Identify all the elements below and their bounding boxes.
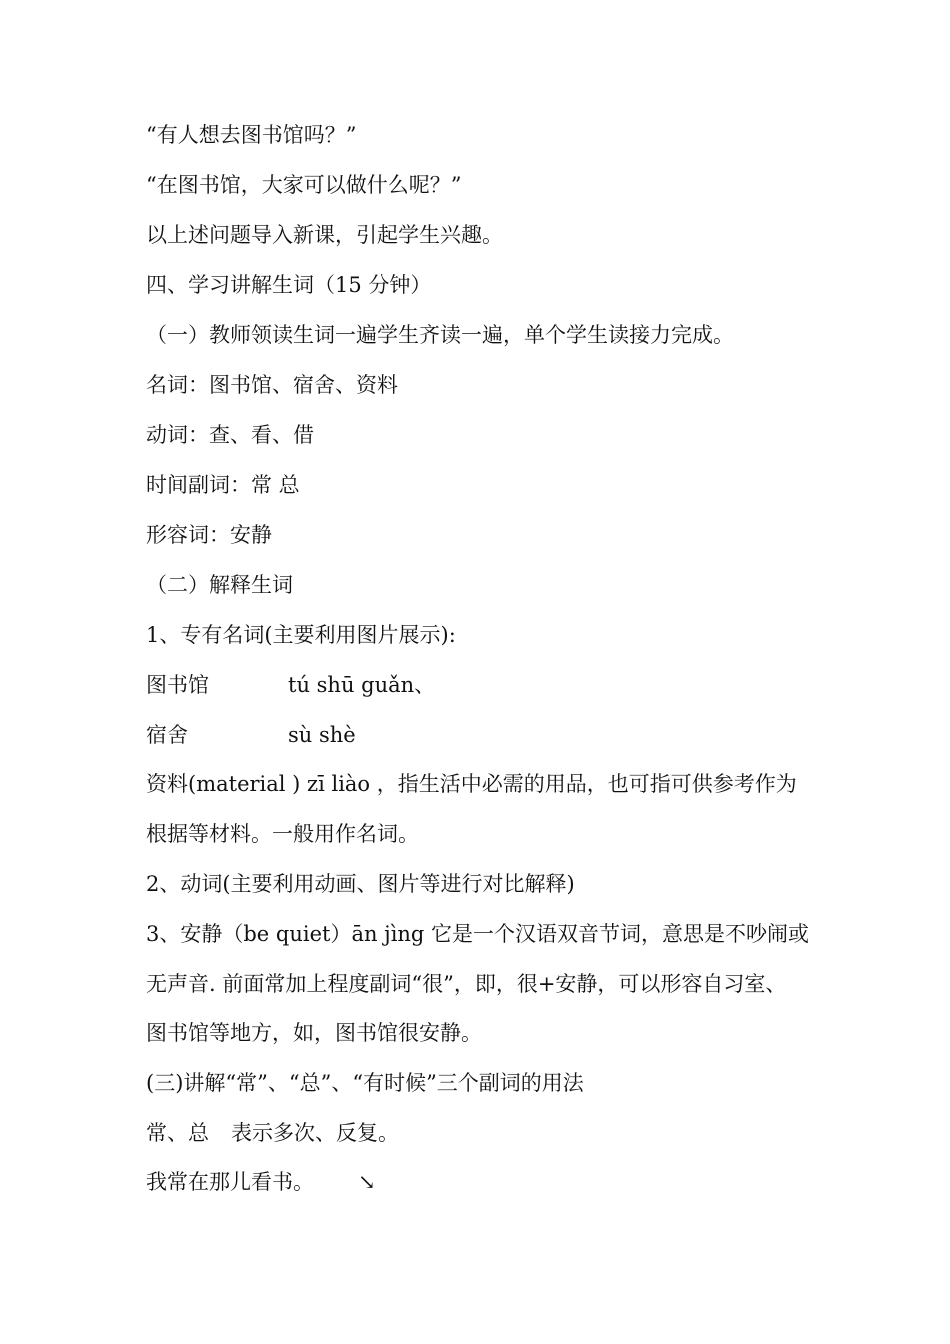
- intro-question-library: “有人想去图书馆吗？”: [146, 123, 357, 147]
- verbs-list: 动词：查、看、借: [146, 423, 314, 447]
- proper-nouns-heading: 1、专有名词(主要利用图片展示):: [146, 623, 456, 647]
- material-definition-line-1: 资料(material ) zī liào ，指生活中必需的用品，也可指可供参考作为: [146, 772, 797, 796]
- quiet-explanation-line-1: 3、安静（be quiet）ān jìng 它是一个汉语双音节词，意思是不吵闹或: [146, 922, 810, 946]
- vocab-word: 图书馆: [146, 673, 209, 697]
- nouns-list: 名词：图书馆、宿舍、资料: [146, 373, 398, 397]
- adjectives-list: 形容词：安静: [146, 523, 272, 547]
- example-row: [146, 1167, 376, 1197]
- vocab-pinyin: sù shè: [288, 723, 356, 747]
- usage-row: [146, 1118, 399, 1148]
- vocab-pinyin: tú shū guǎn、: [288, 673, 436, 697]
- adverbs-usage-heading: (三)讲解“常”、“总”、“有时候”三个副词的用法: [146, 1071, 584, 1095]
- subsection-explanation: （二）解释生词: [146, 573, 293, 597]
- quiet-explanation-line-2: 无声音. 前面常加上程度副词“很”，即，很+安静，可以形容自习室、: [146, 972, 787, 996]
- intro-purpose-text: 以上述问题导入新课，引起学生兴趣。: [146, 223, 503, 247]
- subsection-reading: （一）教师领读生词一遍学生齐读一遍，单个学生读接力完成。: [146, 323, 734, 347]
- usage-words: 常、总: [146, 1121, 209, 1145]
- vocab-row: [146, 670, 435, 700]
- arrow-icon: ↘: [358, 1170, 376, 1194]
- example-sentence: 我常在那儿看书。: [146, 1170, 314, 1194]
- material-definition-line-2: 根据等材料。一般用作名词。: [146, 822, 419, 846]
- quiet-explanation-line-3: 图书馆等地方，如，图书馆很安静。: [146, 1021, 482, 1045]
- vocab-word: 宿舍: [146, 723, 188, 747]
- intro-question-activities: “在图书馆，大家可以做什么呢？”: [146, 173, 462, 197]
- usage-meaning: 表示多次、反复。: [231, 1121, 399, 1145]
- time-adverbs-list: 时间副词：常 总: [146, 473, 300, 497]
- section-heading-vocabulary: 四、学习讲解生词（15 分钟）: [146, 273, 432, 297]
- vocab-row: [146, 720, 356, 750]
- verbs-explanation-heading: 2、动词(主要利用动画、图片等进行对比解释): [146, 872, 575, 896]
